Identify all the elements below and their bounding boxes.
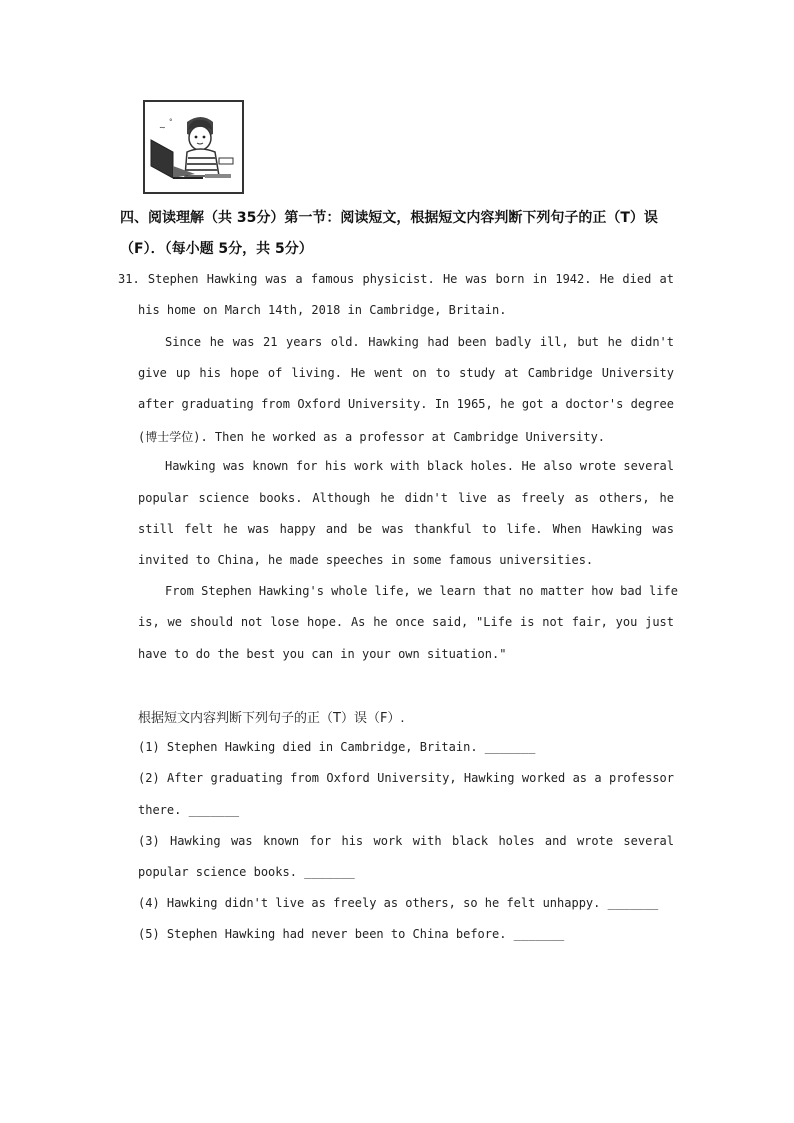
question-1: (1) Stephen Hawking died in Cambridge, Britain. _______ bbox=[138, 740, 536, 754]
passage-line: (博士学位). Then he worked as a professor at Cambridge University. bbox=[138, 430, 606, 444]
passage-line: Hawking was known for his work with black holes. He also wrote several bbox=[165, 459, 674, 473]
question-3-line2: popular science books. _______ bbox=[138, 865, 355, 879]
passage-line: Since he was 21 years old. Hawking had been badly ill, but he didn't bbox=[165, 335, 674, 349]
question-5: (5) Stephen Hawking had never been to China before. _______ bbox=[138, 927, 565, 941]
passage-line: 31. Stephen Hawking was a famous physicist. He was born in 1942. He died at bbox=[118, 272, 674, 286]
passage-line: give up his hope of living. He went on to study at Cambridge University bbox=[138, 366, 674, 380]
passage-line: invited to China, he made speeches in some famous universities. bbox=[138, 553, 594, 567]
passage-line: his home on March 14th, 2018 in Cambridge, Britain. bbox=[138, 303, 507, 317]
section-heading-line2: （F）．（每小题 5分，共 5分） bbox=[120, 241, 313, 257]
section-heading-line1: 四、阅读理解（共 35分）第一节：阅读短文，根据短文内容判断下列句子的正（T）误 bbox=[120, 210, 658, 226]
question-2-line1: (2) After graduating from Oxford University, Hawking worked as a professor bbox=[138, 771, 674, 785]
passage-line: is, we should not lose hope. As he once said, "Life is not fair, you just bbox=[138, 615, 674, 629]
passage-line: From Stephen Hawking's whole life, we learn that no matter how bad life bbox=[165, 584, 678, 598]
question-4: (4) Hawking didn't live as freely as others, so he felt unhappy. _______ bbox=[138, 896, 659, 910]
instruction-text: 根据短文内容判断下列句子的正（T）误（F）. bbox=[138, 711, 405, 726]
passage-line: after graduating from Oxford University. In 1965, he got a doctor's degree bbox=[138, 397, 674, 411]
svg-text:°: ° bbox=[169, 118, 173, 126]
passage-line: popular science books. Although he didn't live as freely as others, he bbox=[138, 491, 674, 505]
question-3-line1: (3) Hawking was known for his work with black holes and wrote several bbox=[138, 834, 674, 848]
passage-line: still felt he was happy and be was thankful to life. When Hawking was bbox=[138, 522, 674, 536]
boy-with-laptop-illustration bbox=[143, 100, 244, 194]
svg-text:∼: ∼ bbox=[159, 123, 166, 132]
question-2-line2: there. _______ bbox=[138, 803, 240, 817]
passage-line: have to do the best you can in your own situation." bbox=[138, 647, 507, 661]
